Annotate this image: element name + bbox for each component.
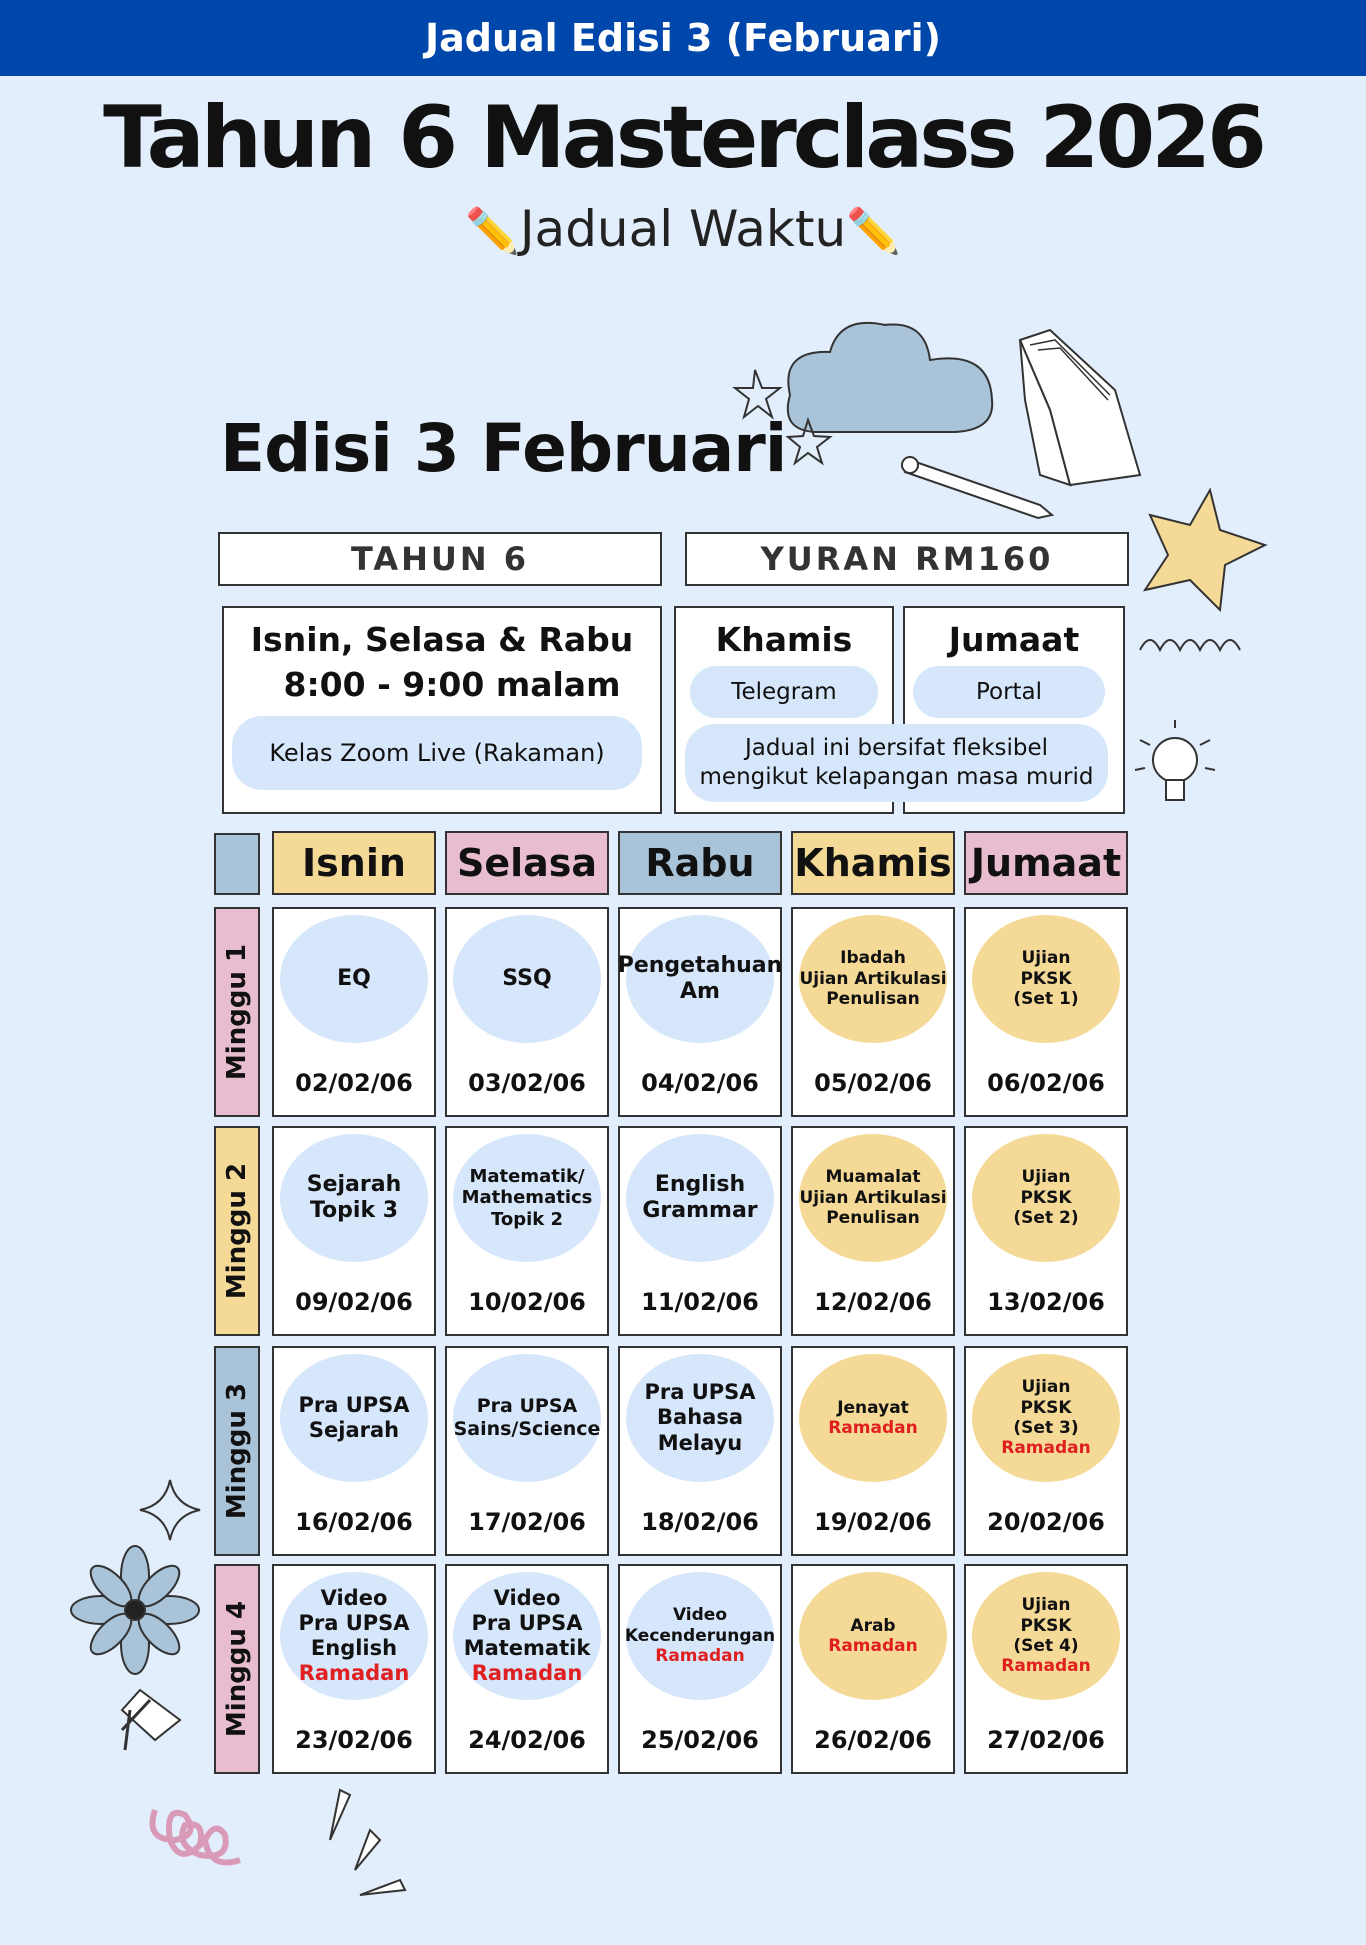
edition-heading: Edisi 3 Februari [220, 410, 787, 487]
flexible-note-pill [685, 724, 1108, 802]
schedule-cell [445, 1126, 609, 1336]
cell-date: 03/02/06 [468, 1069, 586, 1097]
subject-line: Pengetahuan [617, 952, 783, 978]
week-label [214, 907, 260, 1117]
page-title: Tahun 6 Masterclass 2026 [103, 88, 1263, 188]
subject-line: Grammar [642, 1198, 758, 1223]
schedule-cell [791, 1564, 955, 1774]
schedule-cell [791, 907, 955, 1117]
subject-line: Ibadah [840, 948, 906, 969]
cell-date: 17/02/06 [468, 1508, 586, 1536]
subject-line: Muamalat [825, 1167, 921, 1188]
weekday-info-card [222, 606, 662, 814]
schedule-cell [618, 1126, 782, 1336]
subject-line: PKSK [1020, 968, 1072, 989]
subject-line: Penulisan [826, 1208, 920, 1229]
subject-line: English [310, 1636, 398, 1660]
schedule-cell [272, 1564, 436, 1774]
cell-date: 13/02/06 [987, 1288, 1105, 1316]
subject-line: Jenayat [837, 1397, 909, 1418]
cell-date: 26/02/06 [814, 1726, 932, 1754]
pencil-icon: ✏️ [465, 206, 520, 257]
ramadan-label: Ramadan [471, 1661, 583, 1686]
schedule-cell [445, 1346, 609, 1556]
ramadan-label: Ramadan [828, 1636, 918, 1656]
cell-date: 19/02/06 [814, 1508, 932, 1536]
subject-circle [453, 1572, 601, 1700]
subject-line: Topik 3 [309, 1198, 399, 1223]
star-icon [1145, 490, 1265, 610]
book-icon [1020, 330, 1140, 485]
subject-line: Melayu [657, 1430, 743, 1455]
subject-circle [280, 1354, 428, 1482]
subject-line: Ujian [1021, 1377, 1071, 1398]
pencil-icon: ✏️ [846, 206, 901, 257]
subject-circle [453, 1134, 601, 1262]
subject-line: (Set 4) [1013, 1636, 1079, 1656]
week-label [214, 1346, 260, 1556]
subject-line: Ujian Artikulasi [799, 968, 947, 989]
subject-circle [280, 1572, 428, 1700]
subject-line: Ujian [1021, 1167, 1071, 1188]
friday-label: Jumaat [948, 620, 1080, 659]
subject-line: Sains/Science [453, 1418, 601, 1440]
ramadan-label: Ramadan [1001, 1656, 1091, 1677]
subject-circle [453, 1354, 601, 1482]
subject-circle [799, 915, 947, 1043]
subject-line: EQ [337, 965, 371, 991]
schedule-cell [272, 1346, 436, 1556]
schedule-cell [791, 1126, 955, 1336]
cell-date: 04/02/06 [641, 1069, 759, 1097]
subject-line: Am [680, 979, 720, 1004]
telegram-pill: Telegram [690, 666, 878, 718]
cell-date: 20/02/06 [987, 1508, 1105, 1536]
subject-circle [972, 1134, 1120, 1262]
cell-date: 18/02/06 [641, 1508, 759, 1536]
subject-circle [626, 1354, 774, 1482]
subject-circle [626, 1572, 774, 1700]
corner-cell [214, 833, 260, 895]
subject-line: (Set 3) [1013, 1418, 1079, 1438]
note-line-1: Jadual ini bersifat fleksibel [744, 735, 1049, 762]
note-line-2: mengikut kelapangan masa murid [699, 764, 1094, 790]
subject-line: Pra UPSA [298, 1610, 410, 1635]
schedule-cell [964, 1564, 1128, 1774]
subject-line: Topik 2 [490, 1208, 564, 1230]
day-header-rabu: Rabu [618, 831, 782, 895]
subject-line: Pra UPSA [471, 1610, 583, 1635]
cell-date: 02/02/06 [295, 1069, 413, 1097]
weekday-days: Isnin, Selasa & Rabu [250, 620, 634, 659]
subject-line: Video [672, 1605, 728, 1626]
subject-line: Penulisan [826, 989, 920, 1010]
schedule-cell [964, 1346, 1128, 1556]
subject-circle [280, 1134, 428, 1262]
subject-line: Video [493, 1585, 561, 1610]
weekday-time: 8:00 - 9:00 malam [283, 665, 621, 704]
subject-line: English [654, 1171, 746, 1197]
week-label [214, 1126, 260, 1336]
subject-line: PKSK [1020, 1187, 1072, 1208]
subject-line: (Set 1) [1013, 989, 1079, 1010]
spark-icon [330, 1790, 405, 1895]
cell-date: 23/02/06 [295, 1726, 413, 1754]
day-header-khamis: Khamis [791, 831, 955, 895]
schedule-cell [445, 1564, 609, 1774]
subject-circle [799, 1134, 947, 1262]
subject-line: Bahasa [657, 1405, 743, 1430]
subject-circle [799, 1354, 947, 1482]
subject-line: Mathematics [461, 1187, 593, 1209]
cell-date: 16/02/06 [295, 1508, 413, 1536]
subject-line: Ujian [1021, 1595, 1071, 1616]
subject-line: Sejarah [306, 1171, 402, 1197]
schedule-cell [618, 1564, 782, 1774]
lightbulb-icon [1135, 720, 1215, 800]
subject-line: (Set 2) [1013, 1208, 1079, 1229]
week-label-text: Minggu 2 [222, 1162, 253, 1300]
subject-line: Pra UPSA [298, 1392, 410, 1417]
pen-icon [902, 457, 1052, 518]
cell-date: 10/02/06 [468, 1288, 586, 1316]
subject-circle [280, 915, 428, 1043]
star-icon [140, 1480, 200, 1540]
week-label-text: Minggu 4 [222, 1600, 253, 1738]
subject-line: PKSK [1020, 1615, 1072, 1636]
week-label [214, 1564, 260, 1774]
swirl-icon [153, 1810, 241, 1863]
subject-circle [453, 915, 601, 1043]
page-subtitle [0, 200, 1366, 258]
subtitle-text: Jadual Waktu [519, 200, 847, 258]
subject-circle [972, 1354, 1120, 1482]
week-label-text: Minggu 3 [222, 1382, 253, 1520]
subject-line: Ujian [1021, 948, 1071, 969]
schedule-cell [964, 907, 1128, 1117]
week-label-text: Minggu 1 [222, 943, 253, 1081]
cell-date: 09/02/06 [295, 1288, 413, 1316]
subject-circle [972, 915, 1120, 1043]
subject-line: Matematik/ [469, 1165, 585, 1187]
subject-circle [617, 915, 783, 1043]
cell-date: 27/02/06 [987, 1726, 1105, 1754]
cell-date: 12/02/06 [814, 1288, 932, 1316]
subject-circle [626, 1134, 774, 1262]
fee-box: YURAN RM160 [685, 532, 1129, 586]
cell-date: 05/02/06 [814, 1069, 932, 1097]
day-header-isnin: Isnin [272, 831, 436, 895]
cell-date: 25/02/06 [641, 1726, 759, 1754]
cell-date: 11/02/06 [641, 1288, 759, 1316]
subject-line: Pra UPSA [644, 1380, 756, 1405]
schedule-cell [618, 1346, 782, 1556]
thursday-label: Khamis [715, 620, 853, 659]
subject-line: PKSK [1020, 1397, 1072, 1418]
subject-circle [799, 1572, 947, 1700]
portal-pill: Portal [913, 666, 1105, 718]
ramadan-label: Ramadan [1001, 1438, 1091, 1459]
cell-date: 06/02/06 [987, 1069, 1105, 1097]
schedule-cell [791, 1346, 955, 1556]
subject-line: Arab [850, 1615, 896, 1636]
day-header-jumaat: Jumaat [964, 831, 1128, 895]
cloud-icon [788, 323, 992, 432]
ramadan-label: Ramadan [828, 1418, 918, 1438]
schedule-cell [445, 907, 609, 1117]
subject-line: Matematik [463, 1636, 591, 1660]
ramadan-label: Ramadan [655, 1646, 745, 1667]
cell-date: 24/02/06 [468, 1726, 586, 1754]
subject-line: Video [320, 1585, 388, 1610]
pushpin-icon [122, 1690, 180, 1750]
zoom-class-pill: Kelas Zoom Live (Rakaman) [232, 716, 642, 790]
top-banner: Jadual Edisi 3 (Februari) [0, 0, 1366, 76]
flower-icon [71, 1546, 199, 1674]
level-box: TAHUN 6 [218, 532, 662, 586]
schedule-cell [964, 1126, 1128, 1336]
schedule-cell [272, 907, 436, 1117]
subject-line: Sejarah [308, 1418, 400, 1442]
subject-circle [972, 1572, 1120, 1700]
swirl-icon [1140, 640, 1240, 650]
schedule-cell [618, 907, 782, 1117]
ramadan-label: Ramadan [298, 1661, 410, 1686]
subject-line: Kecenderungan [624, 1625, 776, 1646]
subject-line: Pra UPSA [476, 1395, 578, 1418]
schedule-cell [272, 1126, 436, 1336]
subject-line: Ujian Artikulasi [799, 1187, 947, 1208]
day-header-selasa: Selasa [445, 831, 609, 895]
subject-line: SSQ [502, 965, 552, 991]
